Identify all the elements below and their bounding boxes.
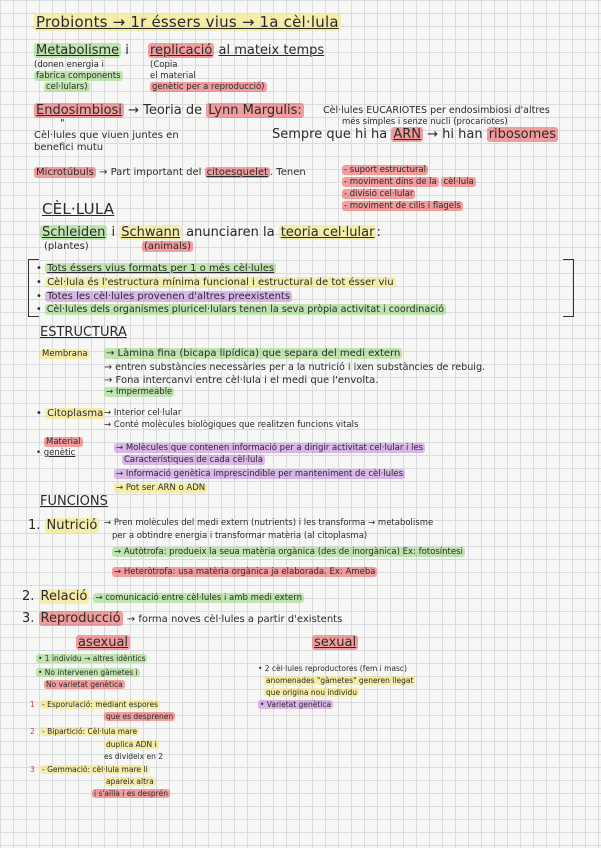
teoria-item-1-text: Tots éssers vius formats per 1 o més cèl·lules <box>47 263 275 274</box>
replicacio-note-3-text: genètic per a reproducció) <box>152 82 265 92</box>
animals-note <box>142 241 193 253</box>
sempre-text: Sempre que hi ha <box>272 127 388 142</box>
nutricio-item-3 <box>112 548 465 558</box>
microtubuls-text-2: . Tenen <box>269 167 306 178</box>
schleiden-line <box>40 226 381 241</box>
esporulacio-2-text: que es desprenen <box>106 712 174 721</box>
microtubuls-text-1: → Part important del <box>99 167 202 178</box>
repro-term: Reproducció <box>40 611 121 626</box>
sexual-item-4-text: • Varietat genètica <box>260 700 332 709</box>
citoplasma-item-1: → Interior cel·lular <box>104 408 182 418</box>
biparticio-1-text: - Bipartició: Cèl·lula mare <box>42 727 138 736</box>
replicacio-note-2: el material <box>150 71 196 81</box>
funcions-heading: FUNCIONS <box>40 494 108 509</box>
membrana-item-2: → entren substàncies necessàries per a la nutrició i ixen substàncies de rebuig. <box>104 362 486 373</box>
sexual-item-2-text: anomenades "gàmetes" generen llegat <box>266 676 414 685</box>
membrana-label-text: Membrana <box>42 349 88 359</box>
relacio-term: Relació <box>40 589 88 604</box>
material-item-3-text: → Informació genètica imprescindible per manteniment de cèl·lules <box>116 469 404 479</box>
replicacio-line <box>148 44 324 59</box>
repro-num: 3. <box>22 611 35 626</box>
metabolisme-line <box>34 44 129 59</box>
nutricio-item-4 <box>112 568 377 578</box>
nutricio-item-4-text: → Heteròtrofa: usa matèria orgànica ja elaborada. Ex: Ameba <box>114 567 376 577</box>
sexual-item-2 <box>264 677 415 686</box>
estructura-heading: ESTRUCTURA <box>40 325 127 340</box>
teoria-item-2-text: Cèl·lula és l'estructura mínima funcional i estructural de tot ésser viu <box>47 277 394 288</box>
gemmacio-3 <box>92 790 170 799</box>
membrana-label <box>40 350 90 360</box>
page-title <box>34 14 341 31</box>
sexual-item-3-text: que origina nou individu <box>266 688 358 697</box>
esporulacio-1-text: - Esporulació: mediant espores <box>42 700 159 709</box>
nutricio-item-2: per a obtindre energia i transformar matèria (al citoplasma) <box>112 531 368 541</box>
nutricio-term: Nutrició <box>46 518 98 533</box>
microtubuls-item-3 <box>342 190 415 200</box>
asexual-heading-text: asexual <box>78 635 129 650</box>
material-label-2: • genètic <box>36 448 76 458</box>
metabolisme-note-3-text: cel·lulars) <box>46 82 88 92</box>
membrana-item-1 <box>104 348 402 360</box>
material-item-1 <box>114 444 425 454</box>
endosimbiosi-desc-2: més simples i senze nucli (procariotes) <box>342 117 508 127</box>
esporulacio-1 <box>40 701 160 710</box>
biparticio-2-text: duplica ADN i <box>106 740 157 749</box>
replicacio-note-3 <box>150 83 267 93</box>
material-label-2-text: genètic <box>43 448 76 458</box>
microtubuls-line <box>34 167 306 179</box>
esporulacio-num: 1 <box>30 700 35 709</box>
teoria-item-3-text: Totes les cèl·lules provenen d'altres preexistents <box>47 291 291 302</box>
sexual-item-4 <box>258 701 333 710</box>
esporulacio-2 <box>104 713 175 722</box>
microtubuls-item-2 <box>342 178 476 188</box>
nutricio-item-1: → Pren molècules del medi extern (nutrients) i les transforma → metabolisme <box>104 518 434 528</box>
endosimbiosi-term: Endosimbiosi <box>36 103 122 118</box>
repro-desc: → forma noves cèl·lules a partir d'existents <box>126 614 343 625</box>
schleiden-name: Schleiden <box>42 225 106 240</box>
replicacio-term: replicació <box>150 43 213 58</box>
membrana-item-1-text: → Làmina fina (bicapa lipídica) que separa del medi extern <box>106 348 401 359</box>
material-item-4-text: → Pot ser ARN o ADN <box>116 483 206 493</box>
material-item-1-text: → Molècules que contenen informació per a dirigir activitat cel·lular i les <box>116 443 424 453</box>
citoesquelet-term: citoesquelet <box>206 167 268 178</box>
gemmacio-2-text: apareix altra <box>106 777 154 786</box>
asexual-item-2 <box>36 669 140 678</box>
microtubuls-item-3-text: - divisió cel·lular <box>344 189 414 199</box>
asexual-item-1-text: • 1 individu → altres idèntics <box>38 654 146 663</box>
endosimbiosi-teoria: Teoria de <box>143 103 203 118</box>
metabolisme-note-1: (donen energia i <box>34 60 104 70</box>
microtubuls-item-1-text: - suport estructural <box>344 165 427 175</box>
material-item-4 <box>114 484 207 494</box>
biparticio-num: 2 <box>30 727 35 736</box>
sexual-item-1: • 2 cèl·lules reproductores (fem i masc) <box>258 664 407 673</box>
arn-term: ARN <box>393 127 421 142</box>
plantes-note: (plantes) <box>44 241 89 252</box>
membrana-item-3: → Fona intercanvi entre cèl·lula i el medi que l'envolta. <box>104 375 379 386</box>
relacio-num: 2. <box>22 589 35 604</box>
asexual-item-1 <box>36 655 147 664</box>
material-label-1-text: Material <box>46 437 81 447</box>
citoplasma-label-text: Citoplasma <box>47 408 104 419</box>
celula-heading: CÈL·LULA <box>42 200 115 218</box>
anuncia-text: anunciaren la <box>186 225 275 240</box>
endosimbiosi-line <box>34 104 304 119</box>
ribosomes-term: ribosomes <box>488 127 557 142</box>
title-text: Probionts → 1r éssers vius → 1a cèl·lula <box>36 13 339 31</box>
nutricio-label <box>28 519 99 534</box>
arn-ribosomes-line <box>272 128 558 143</box>
teoria-item-4-text: Cèl·lules dels organismes pluricel·lulars tenen la seva pròpia activitat i coordinació <box>46 304 445 315</box>
biparticio-2 <box>104 741 159 750</box>
nutricio-item-3-text: → Autòtrofa: produeix la seua matèria orgànica (des de inorgànica) Ex: fotosíntesi <box>114 547 463 557</box>
biparticio-1 <box>40 728 139 737</box>
endosimbiosi-arrow: → <box>128 103 139 118</box>
replicacio-rest: al mateix temps <box>218 43 325 58</box>
sexual-item-3 <box>264 689 359 698</box>
microtubuls-item-2-text: - moviment dins de la <box>344 177 437 187</box>
citoplasma-label: • Citoplasma <box>36 408 104 419</box>
microtubuls-item-4-text: - moviment de cilis i flagels <box>344 201 461 211</box>
metabolisme-term: Metabolisme <box>36 43 120 58</box>
asexual-item-3 <box>44 681 125 690</box>
teoria-item-3: • Totes les cèl·lules provenen d'altres preexistents <box>36 291 291 302</box>
metabolisme-note-2 <box>34 72 123 82</box>
metabolisme-note-2-text: fabrica components <box>36 71 121 81</box>
citoplasma-item-2: → Conté molècules biològiques que realitzen funcions vitals <box>104 420 359 430</box>
relacio-line <box>22 590 304 605</box>
sempre-rest: → hi han <box>427 127 483 142</box>
material-item-2-text: Característiques de cada cèl·lula <box>124 455 264 465</box>
microtubuls-item-1 <box>342 166 428 176</box>
animals-note-text: (animals) <box>144 241 191 252</box>
gemmacio-num: 3 <box>30 765 35 774</box>
endosimbiosi-author: Lynn Margulis: <box>208 103 302 118</box>
material-item-2 <box>122 456 265 466</box>
sexual-heading <box>312 636 358 651</box>
microtubuls-item-2b-text: cèl·lula <box>443 177 474 187</box>
biparticio-3: es divideix en 2 <box>104 752 164 761</box>
nutricio-num: 1. <box>28 518 41 533</box>
teoria-item-4: • Cèl·lules dels organismes pluricel·lulars tenen la seva pròpia activitat i coordinació <box>36 304 445 315</box>
material-label-1 <box>44 438 83 448</box>
schleiden-conj: i <box>111 225 116 240</box>
endosimbiosi-desc-1: Cèl·lules EUCARIOTES per endosimbiosi d'altres <box>323 105 550 116</box>
replicacio-note-1: (Copia <box>150 60 178 70</box>
box-corner-bottom <box>563 316 573 317</box>
membrana-item-4 <box>104 388 174 398</box>
box-corner-top <box>563 259 573 260</box>
microtubuls-item-4 <box>342 202 463 212</box>
endosimbiosi-note-2: benefici mutu <box>34 142 104 153</box>
metabolisme-conj: i <box>125 43 129 58</box>
endosimbiosi-note-1: Cèl·lules que viuen juntes en <box>34 130 179 141</box>
ditto-mark: " <box>60 118 65 129</box>
sexual-heading-text: sexual <box>314 635 357 650</box>
gemmacio-1-text: - Gemmació: cèl·lula mare li <box>42 765 148 774</box>
schwann-name: Schwann <box>121 225 180 240</box>
repro-line <box>22 612 342 627</box>
gemmacio-3-text: i s'aïlla i es desprén <box>94 789 168 798</box>
celula-colon: : <box>376 225 381 240</box>
asexual-heading <box>76 636 130 651</box>
asexual-item-2-text: • No intervenen gàmetes i <box>38 668 138 677</box>
teoria-cellular-term: teoria cel·lular <box>280 225 375 240</box>
material-item-3 <box>114 470 405 480</box>
gemmacio-1 <box>40 766 150 775</box>
teoria-item-1: • Tots éssers vius formats per 1 o més cèl·lules <box>36 263 275 274</box>
teoria-item-2: • Cèl·lula és l'estructura mínima funcional i estructural de tot ésser viu <box>36 277 394 288</box>
membrana-item-4-text: → Impermeable <box>106 387 173 397</box>
gemmacio-2 <box>104 778 156 787</box>
metabolisme-note-3 <box>44 83 90 93</box>
microtubuls-term: Microtúbuls <box>36 167 94 178</box>
asexual-item-3-text: No varietat genètica <box>46 680 123 689</box>
relacio-desc: → comunicació entre cèl·lules i amb medi extern <box>95 593 303 603</box>
